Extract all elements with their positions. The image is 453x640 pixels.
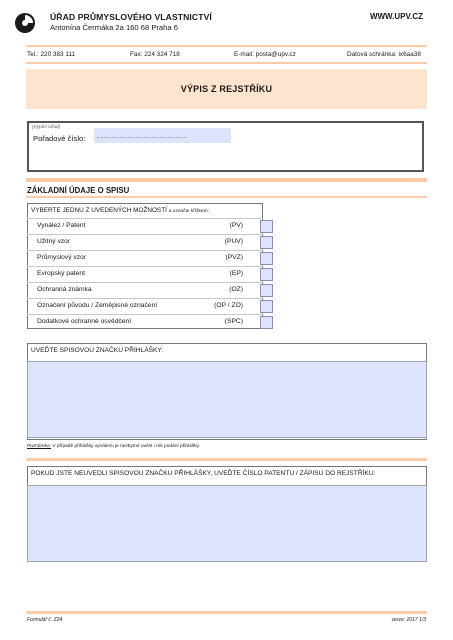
order-number-dotted-line (97, 137, 187, 138)
office-use-label: (Vyplní Úřad) (32, 125, 61, 130)
option-checkbox[interactable] (260, 236, 273, 249)
option-code: (PVZ) (225, 254, 243, 261)
option-checkbox[interactable] (260, 268, 273, 281)
header-divider (26, 45, 427, 47)
contact-databox: Datová schránka: ix6aa38 (347, 51, 421, 58)
contact-email[interactable]: E-mail: posta@upv.cz (234, 51, 296, 58)
contact-fax: Fax: 224 324 718 (130, 51, 180, 58)
file-mark-field[interactable] (27, 361, 427, 438)
option-checkbox[interactable] (260, 300, 273, 313)
option-label: Průmyslový vzor (37, 254, 87, 261)
option-checkbox[interactable] (260, 316, 273, 329)
option-label: Evropský patent (37, 270, 85, 277)
contact-tel: Tel.: 220 383 111 (27, 51, 76, 58)
option-label: Vynález / Patent (37, 222, 86, 229)
upv-logo-icon (14, 12, 36, 34)
footer-divider (26, 611, 427, 614)
org-name: ÚŘAD PRŮMYSLOVÉHO VLASTNICTVÍ (50, 12, 212, 22)
form-number: Formulář č. Z24 (27, 617, 63, 623)
website-link[interactable]: WWW.UPV.CZ (369, 12, 423, 21)
option-label: Ochranná známka (37, 286, 92, 293)
order-number-field[interactable] (94, 128, 231, 143)
note-text (27, 444, 200, 449)
section-title-underline (26, 196, 427, 198)
org-address: Antonína Čermáka 2a 160 68 Praha 6 (50, 23, 178, 32)
form-title-band (26, 69, 427, 109)
order-number-label: Pořadové číslo: (33, 134, 86, 143)
form-version: verze: 2017 1/3 (391, 617, 426, 623)
option-checkbox[interactable] (260, 220, 273, 233)
option-label: Dodatkové ochranné osvědčení (37, 318, 132, 325)
option-code: (OZ) (229, 286, 243, 293)
section-divider-mid (26, 458, 427, 461)
option-label: Označení původu / Zeměpisné označení (37, 302, 158, 309)
option-code: (OP / ZO) (214, 302, 243, 309)
contact-divider (26, 62, 427, 64)
option-code: (PV) (229, 222, 243, 229)
note-body: V případě přihlášky vynálezu je nezbytné uvést i rok podání přihlášky. (51, 444, 200, 449)
choose-option-text: VYBERTE JEDNU Z UVEDENÝCH MOŽNOSTÍ (31, 207, 167, 214)
basic-section-title: ZÁKLADNÍ ÚDAJE O SPISU (27, 186, 130, 195)
choose-option-hint: a označte křížkem: (168, 209, 209, 214)
option-checkbox[interactable] (260, 284, 273, 297)
section-divider-top (26, 178, 427, 182)
option-code: (PUV) (224, 238, 243, 245)
option-code: (SPC) (224, 318, 243, 325)
patent-number-field[interactable] (27, 485, 427, 562)
choose-option-label (31, 207, 209, 214)
patent-number-label: POKUD JSTE NEUVEDLI SPISOVOU ZNAČKU PŘIHLÁŠKY, UVEĎTE ČÍSLO PATENTU / ZÁPISU DO REJSTŘÍKU: (31, 470, 376, 477)
option-code: (EP) (229, 270, 243, 277)
note-prefix: Poznámka: (27, 444, 51, 449)
form-title: VÝPIS Z REJSTŘÍKU (180, 84, 273, 94)
option-label: Užitný vzor (37, 238, 71, 245)
file-mark-label: UVEĎTE SPISOVOU ZNAČKU PŘIHLÁŠKY: (31, 347, 164, 354)
option-checkbox[interactable] (260, 252, 273, 265)
